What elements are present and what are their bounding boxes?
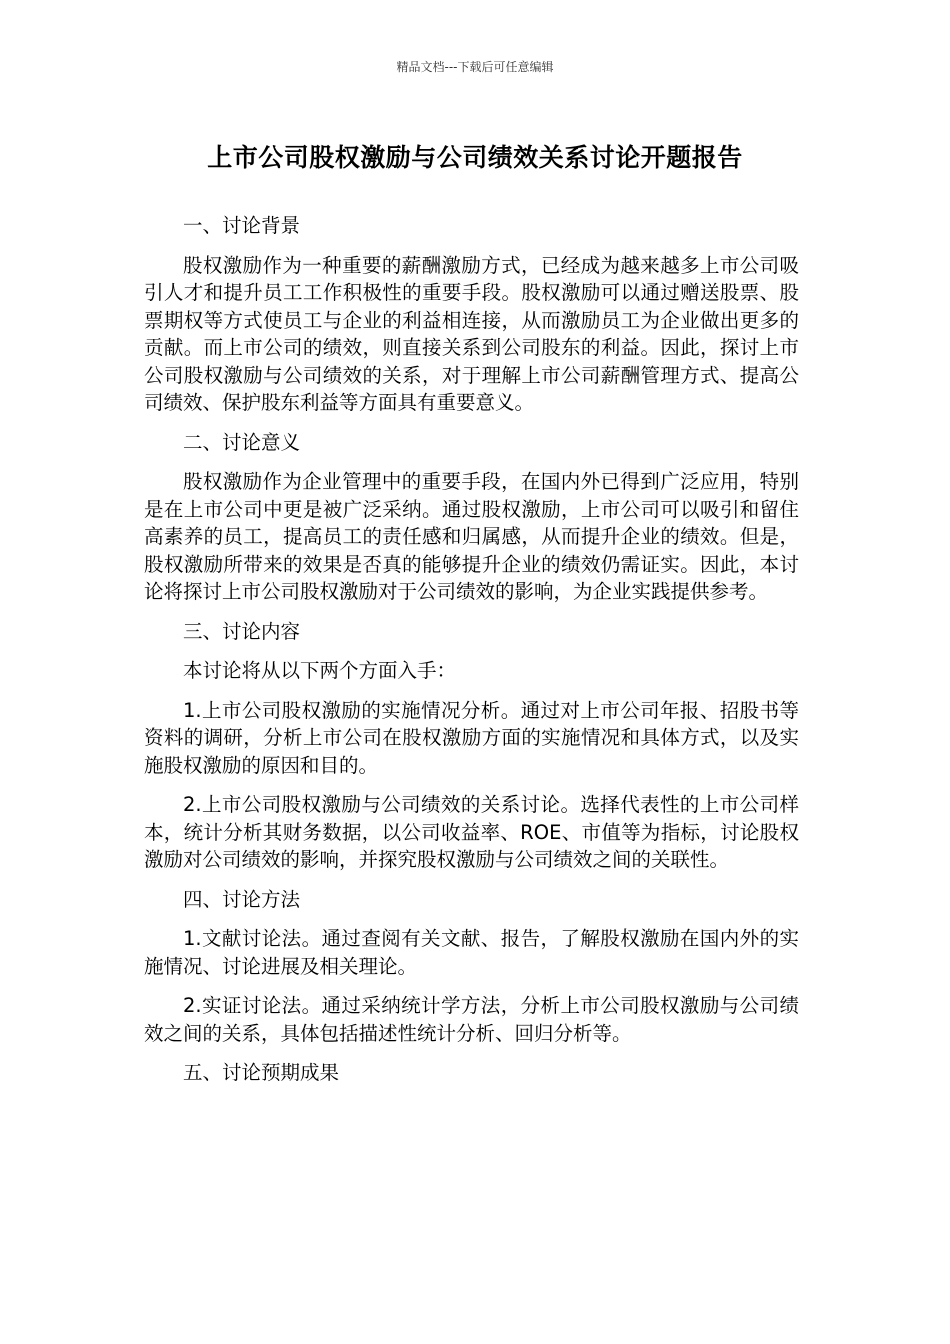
section-heading-methods: 四、讨论方法 (183, 887, 301, 911)
header-note: 精品文档---下载后可任意编辑 (396, 60, 554, 74)
document-title: 上市公司股权激励与公司绩效关系讨论开题报告 (207, 143, 743, 172)
section-heading-expected-results: 五、讨论预期成果 (183, 1061, 340, 1084)
section-heading-significance: 二、讨论意义 (183, 430, 301, 454)
paragraph-method-2: 2.实证讨论法。通过采纳统计学方法，分析上市公司股权激励与公司绩效之间的关系，具体包括描述性统计分析、回归分析等。 (144, 994, 799, 1045)
document-body (144, 212, 799, 1099)
section-heading-background: 一、讨论背景 (183, 214, 301, 237)
paragraph-content-item-1: 1.上市公司股权激励的实施情况分析。通过对上市公司年报、招股书等资料的调研，分析上市公司在股权激励方面的实施情况和具体方式，以及实施股权激励的原因和目的。 (144, 698, 799, 777)
paragraph-method-1: 1.文献讨论法。通过查阅有关文献、报告，了解股权激励在国内外的实施情况、讨论进展及相关理论。 (144, 927, 799, 978)
paragraph-significance: 股权激励作为企业管理中的重要手段，在国内外已得到广泛应用，特别是在上市公司中更是被广泛采纳。通过股权激励，上市公司可以吸引和留住高素养的员工，提高员工的责任感和归属感，从而提升企业的绩效。但是，股权激励所带来的效果是否真的能够提升企业的绩效仍需证实。因此，本讨论将探讨上市公司股权激励对于公司绩效的影响，为企业实践提供参考。 (144, 470, 799, 603)
section-heading-content: 三、讨论内容 (183, 619, 301, 643)
paragraph-background: 股权激励作为一种重要的薪酬激励方式，已经成为越来越多上市公司吸引人才和提升员工工作积极性的重要手段。股权激励可以通过赠送股票、股票期权等方式使员工与企业的利益相连接，从而激励员工为企业做出更多的贡献。而上市公司的绩效，则直接关系到公司股东的利益。因此，探讨上市公司股权激励与公司绩效的关系，对于理解上市公司薪酬管理方式、提高公司绩效、保护股东利益等方面具有重要意义。 (144, 253, 799, 414)
paragraph-content-intro: 本讨论将从以下两个方面入手： (183, 659, 457, 682)
paragraph-content-item-2: 2.上市公司股权激励与公司绩效的关系讨论。选择代表性的上市公司样本，统计分析其财务数据，以公司收益率、ROE、市值等为指标，讨论股权激励对公司绩效的影响，并探究股权激励与公司绩效之间的关联性。 (144, 793, 799, 871)
